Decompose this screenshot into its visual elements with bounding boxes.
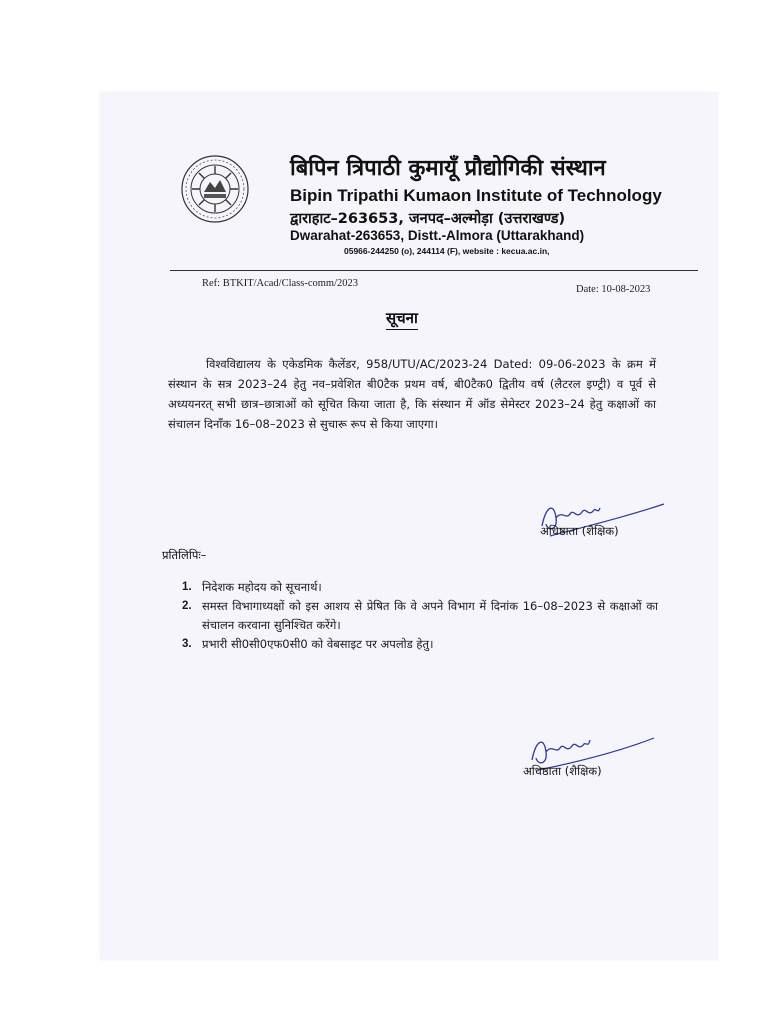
list-item (178, 578, 658, 597)
institute-name-hindi: बिपिन त्रिपाठी कुमायूँ प्रौद्योगिकी संस्थान (290, 156, 606, 181)
signatory-2: अधिष्ठाता (शैक्षिक) (523, 764, 602, 778)
list-item-text: प्रभारी सी0सी0एफ0सी0 को वेबसाइट पर अपलोड हेतु। (202, 637, 434, 651)
list-item-number: 3. (182, 638, 192, 650)
list-item (178, 597, 658, 635)
address-english: Dwarahat-263653, Distt.-Almora (Uttarakhand) (290, 228, 585, 243)
notice-body: विश्वविद्यालय के एकेडमिक कैलेंडर, 958/UTU/AC/2023-24 Dated: 09-06-2023 के क्रम में संस्थान के सत्र 2023–24 हेतु नव–प्रवेशित बी0टैक प्रथम वर्ष, बी0टैक0 द्वितीय वर्ष (लैटरल इण्ट्री) व पूर्व से अध्ययनरत् सभी छात्र–छात्राओं को सूचित किया जाता है, कि संस्थान में ऑड सेमेस्टर 2023–24 हेतु कक्षाओं का संचालन दिनाँक 16–08–2023 से सुचारू रूप से किया जाएगा। (168, 357, 656, 431)
copy-to-label: प्रतिलिपिः– (162, 548, 207, 562)
institute-name-english: Bipin Tripathi Kumaon Institute of Technology (290, 186, 662, 205)
list-item-text: निदेशक महोदय को सूचनार्थ। (202, 580, 322, 594)
list-item-text: समस्त विभागाध्यक्षों को इस आशय से प्रेषित कि वे अपने विभाग में दिनांक 16–08–2023 से कक्षाओं का संचालन करवाना सुनिश्चित करेंगे। (202, 599, 658, 632)
header-divider (170, 270, 698, 271)
notice-date: Date: 10-08-2023 (576, 284, 651, 295)
list-item-number: 1. (182, 581, 192, 593)
notice-document (100, 92, 718, 960)
list-item-number: 2. (182, 600, 192, 612)
address-hindi: द्वाराहाट–263653, जनपद–अल्मोड़ा (उत्तराखण्ड) (290, 211, 566, 227)
institute-logo-icon (180, 154, 250, 224)
copy-to-list (178, 578, 658, 654)
contact-line: 05966-244250 (o), 244114 (F), website : kecua.ac.in, (344, 246, 550, 256)
list-item (178, 635, 658, 654)
notice-title: सूचना (386, 308, 418, 330)
signatory-1: अधिष्ठाता (शैक्षिक) (540, 524, 619, 538)
reference-number: Ref: BTKIT/Acad/Class-comm/2023 (202, 278, 359, 289)
